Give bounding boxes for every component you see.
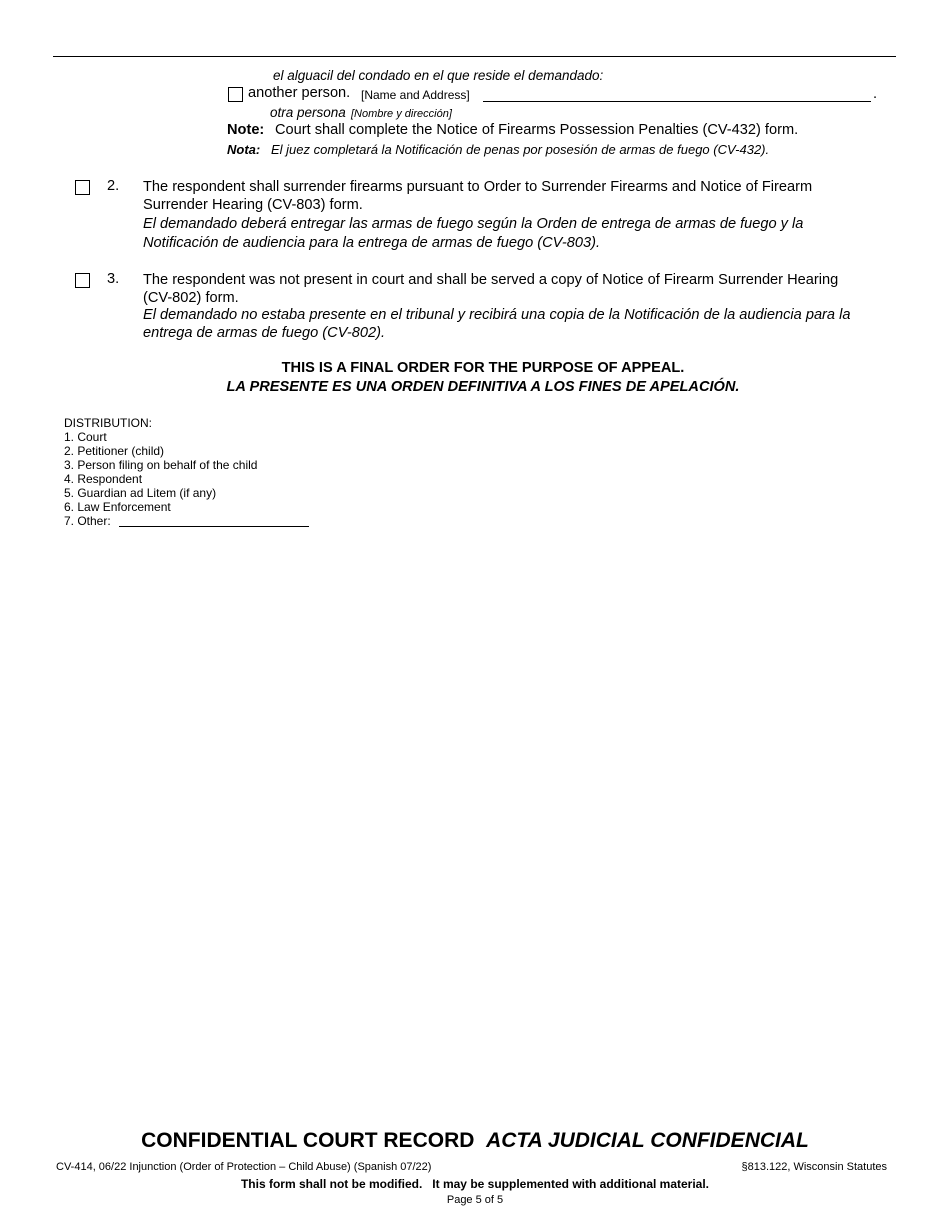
- distribution-item: 1. Court: [64, 430, 107, 444]
- top-divider: [53, 56, 896, 57]
- item-3-en-line2: (CV-802) form.: [143, 290, 239, 306]
- item-2-number: 2.: [107, 178, 120, 194]
- nota-text: El juez completará la Notificación de penas por posesión de armas de fuego (CV-432).: [271, 142, 770, 157]
- confidential-en: CONFIDENTIAL COURT RECORD: [141, 1129, 475, 1152]
- confidential-heading: [0, 1129, 950, 1153]
- statute: §813.122, Wisconsin Statutes: [741, 1161, 887, 1173]
- item-2-checkbox[interactable]: [75, 180, 90, 195]
- trailing-period: .: [873, 86, 878, 102]
- distribution-item: 4. Respondent: [64, 472, 143, 486]
- distribution-item-other: 7. Other:: [64, 514, 111, 528]
- item-2-es-line2: Notificación de audiencia para la entrega de armas de fuego (CV-803).: [143, 235, 601, 251]
- item-3-checkbox[interactable]: [75, 273, 90, 288]
- confidential-es: ACTA JUDICIAL CONFIDENCIAL: [486, 1129, 809, 1152]
- item-3-es-line2: entrega de armas de fuego (CV-802).: [143, 325, 386, 341]
- note-label: Note:: [227, 122, 265, 138]
- sheriff-line-es: el alguacil del condado en el que reside el demandado:: [273, 68, 604, 83]
- final-order-en: THIS IS A FINAL ORDER FOR THE PURPOSE OF APPEAL.: [281, 360, 685, 376]
- distribution-item: 2. Petitioner (child): [64, 444, 165, 458]
- another-person-field[interactable]: [483, 101, 871, 102]
- item-2-en-line1: The respondent shall surrender firearms pursuant to Order to Surrender Firearms and Notice of Firearm: [143, 179, 813, 195]
- name-address-hint: [Name and Address]: [361, 88, 470, 102]
- item-2-es-line1: El demandado deberá entregar las armas de fuego según la Orden de entrega de armas de fuego y la: [143, 216, 804, 232]
- nota-label: Nota:: [227, 142, 261, 157]
- distribution-item: 3. Person filing on behalf of the child: [64, 458, 258, 472]
- item-3-number: 3.: [107, 271, 120, 287]
- distribution-item: 5. Guardian ad Litem (if any): [64, 486, 217, 500]
- distribution-item: 6. Law Enforcement: [64, 500, 171, 514]
- another-person-label: another person.: [248, 85, 351, 101]
- item-3-en-line1: The respondent was not present in court and shall be served a copy of Notice of Firearm Surrender Hearing: [143, 272, 839, 288]
- item-3-es-line1: El demandado no estaba presente en el tribunal y recibirá una copia de la Notificación de la audiencia para la: [143, 307, 851, 323]
- final-order-es: LA PRESENTE ES UNA ORDEN DEFINITIVA A LOS FINES DE APELACIÓN.: [226, 379, 740, 395]
- otra-persona-label: otra persona: [270, 105, 346, 120]
- nombre-direccion-hint: [Nombre y dirección]: [351, 108, 452, 120]
- modification-notice: This form shall not be modified. It may be supplemented with additional material.: [240, 1177, 710, 1191]
- another-person-checkbox[interactable]: [228, 87, 243, 102]
- distribution-heading: DISTRIBUTION:: [64, 416, 153, 430]
- note-text: Court shall complete the Notice of Firearms Possession Penalties (CV-432) form.: [275, 122, 799, 138]
- item-2-en-line2: Surrender Hearing (CV-803) form.: [143, 197, 363, 213]
- form-id: CV-414, 06/22 Injunction (Order of Protection – Child Abuse) (Spanish 07/22): [56, 1161, 432, 1173]
- page-number: Page 5 of 5: [446, 1194, 504, 1206]
- other-field[interactable]: [119, 526, 309, 527]
